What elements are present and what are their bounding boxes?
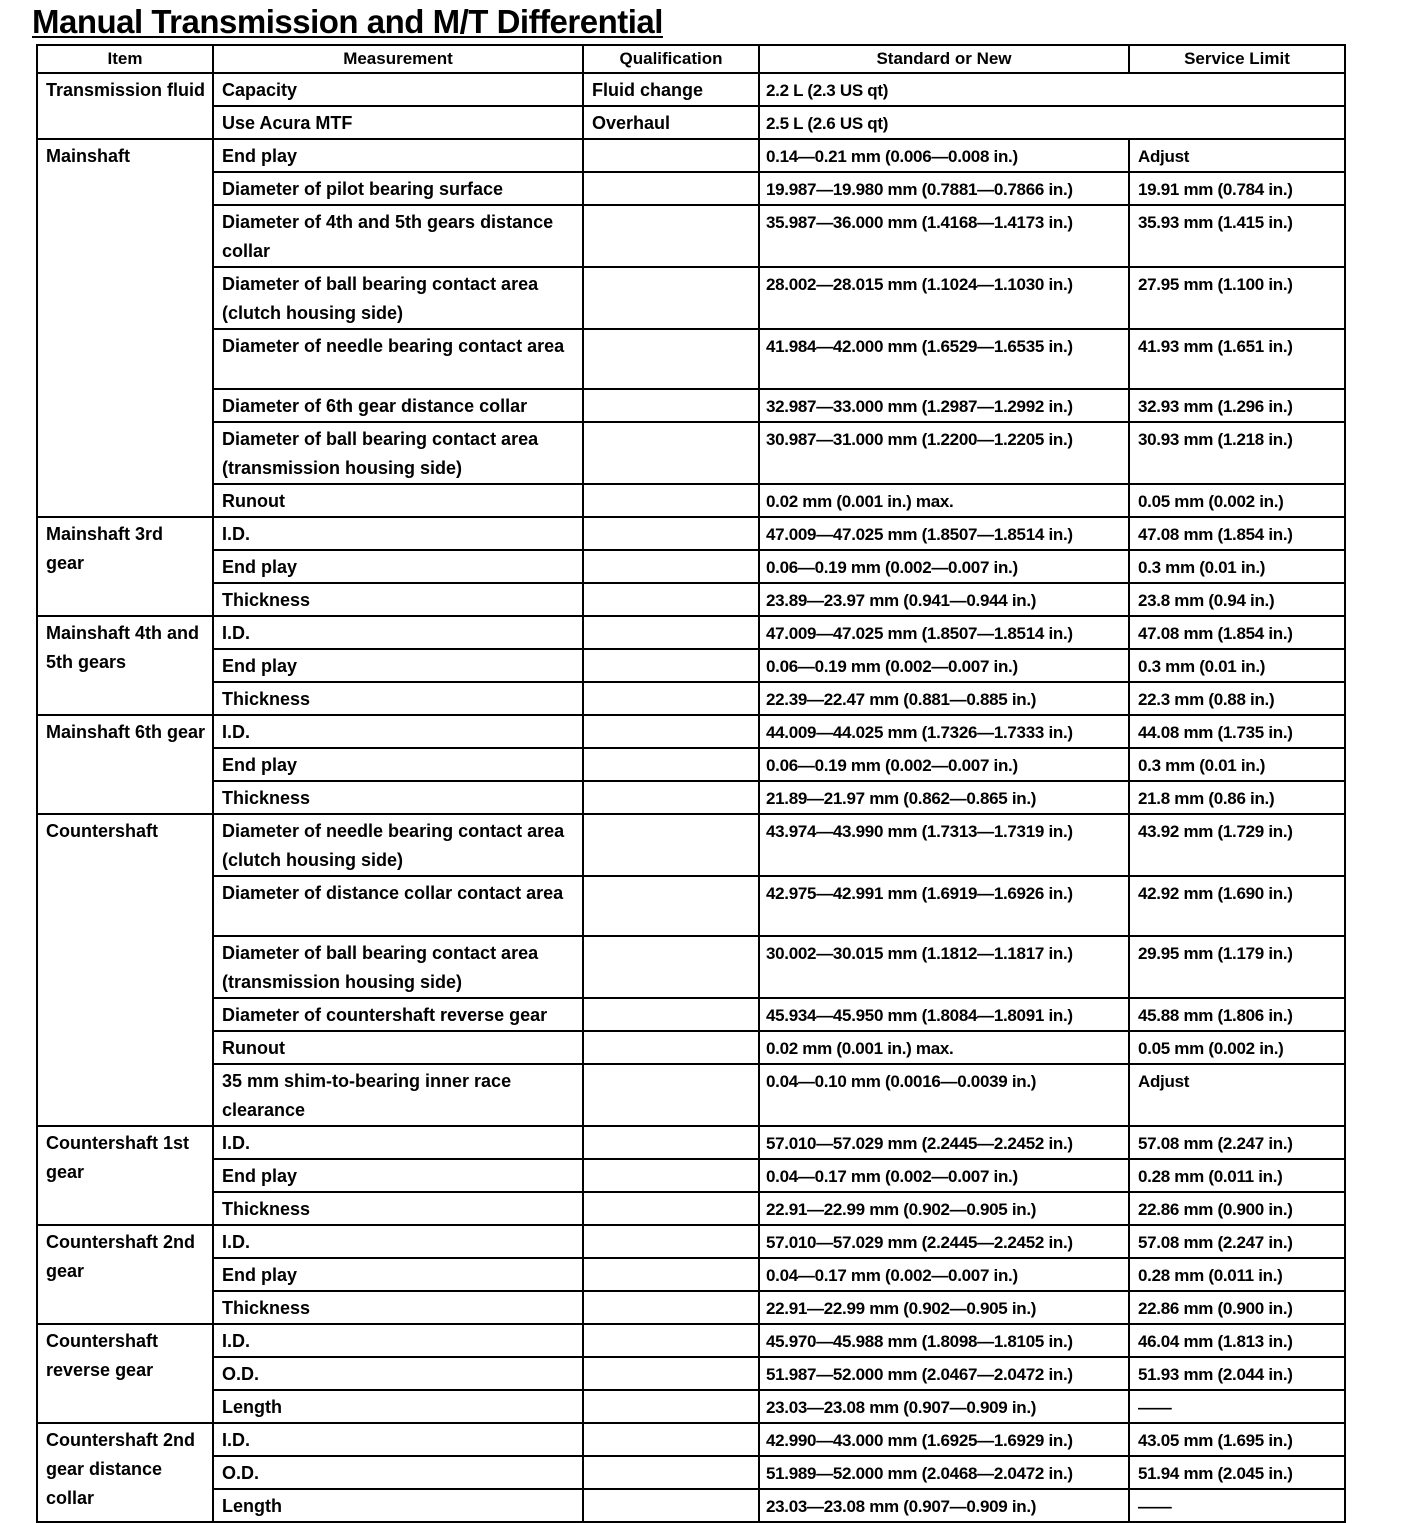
measurement-cell: Thickness	[213, 1291, 583, 1324]
service-limit-cell: 57.08 mm (2.247 in.)	[1129, 1225, 1345, 1258]
header-item: Item	[37, 45, 213, 73]
measurement-cell: Diameter of pilot bearing surface	[213, 172, 583, 205]
service-limit-cell: 32.93 mm (1.296 in.)	[1129, 389, 1345, 422]
standard-cell: 0.02 mm (0.001 in.) max.	[759, 484, 1129, 517]
table-row	[37, 1031, 1345, 1064]
standard-cell: 47.009—47.025 mm (1.8507—1.8514 in.)	[759, 616, 1129, 649]
qualification-cell	[583, 1324, 759, 1357]
measurement-cell: End play	[213, 748, 583, 781]
table-row	[37, 205, 1345, 267]
item-cell: Transmission fluid	[37, 73, 213, 139]
standard-cell: 35.987—36.000 mm (1.4168—1.4173 in.)	[759, 205, 1129, 267]
header-row	[37, 45, 1345, 73]
qualification-cell	[583, 1258, 759, 1291]
qualification-cell	[583, 1064, 759, 1126]
standard-cell: 30.987—31.000 mm (1.2200—1.2205 in.)	[759, 422, 1129, 484]
qualification-cell	[583, 1456, 759, 1489]
table-row	[37, 517, 1345, 550]
measurement-cell: Diameter of countershaft reverse gear	[213, 998, 583, 1031]
standard-cell: 44.009—44.025 mm (1.7326—1.7333 in.)	[759, 715, 1129, 748]
service-limit-cell: 0.3 mm (0.01 in.)	[1129, 748, 1345, 781]
standard-cell: 0.04—0.17 mm (0.002—0.007 in.)	[759, 1258, 1129, 1291]
measurement-cell: Diameter of distance collar contact area	[213, 876, 583, 936]
standard-cell: 22.91—22.99 mm (0.902—0.905 in.)	[759, 1291, 1129, 1324]
measurement-cell: Diameter of 4th and 5th gears distance collar	[213, 205, 583, 267]
table-row	[37, 422, 1345, 484]
item-cell: Countershaft	[37, 814, 213, 1126]
table-row	[37, 550, 1345, 583]
table-row	[37, 389, 1345, 422]
qualification-cell	[583, 1031, 759, 1064]
standard-cell: 30.002—30.015 mm (1.1812—1.1817 in.)	[759, 936, 1129, 998]
qualification-cell	[583, 139, 759, 172]
qualification-cell: Overhaul	[583, 106, 759, 139]
service-limit-cell: 0.28 mm (0.011 in.)	[1129, 1159, 1345, 1192]
measurement-cell: O.D.	[213, 1456, 583, 1489]
table-row	[37, 139, 1345, 172]
measurement-cell: I.D.	[213, 1423, 583, 1456]
table-row	[37, 1390, 1345, 1423]
service-limit-cell: 23.8 mm (0.94 in.)	[1129, 583, 1345, 616]
table-row	[37, 1324, 1345, 1357]
measurement-cell: O.D.	[213, 1357, 583, 1390]
standard-cell: 57.010—57.029 mm (2.2445—2.2452 in.)	[759, 1225, 1129, 1258]
qualification-cell	[583, 1159, 759, 1192]
measurement-cell: Thickness	[213, 1192, 583, 1225]
measurement-cell: Thickness	[213, 583, 583, 616]
qualification-cell	[583, 484, 759, 517]
measurement-cell: Length	[213, 1489, 583, 1522]
table-row	[37, 781, 1345, 814]
standard-cell: 41.984—42.000 mm (1.6529—1.6535 in.)	[759, 329, 1129, 389]
qualification-cell	[583, 998, 759, 1031]
qualification-cell	[583, 389, 759, 422]
service-limit-cell: 0.05 mm (0.002 in.)	[1129, 1031, 1345, 1064]
standard-cell: 0.04—0.17 mm (0.002—0.007 in.)	[759, 1159, 1129, 1192]
measurement-cell: Diameter of ball bearing contact area (transmission housing side)	[213, 936, 583, 998]
qualification-cell	[583, 267, 759, 329]
service-limit-cell: ——	[1129, 1390, 1345, 1423]
standard-cell: 57.010—57.029 mm (2.2445—2.2452 in.)	[759, 1126, 1129, 1159]
measurement-cell: I.D.	[213, 616, 583, 649]
standard-cell: 28.002—28.015 mm (1.1024—1.1030 in.)	[759, 267, 1129, 329]
table-row	[37, 748, 1345, 781]
table-row	[37, 1291, 1345, 1324]
qualification-cell	[583, 583, 759, 616]
qualification-cell	[583, 550, 759, 583]
service-limit-cell: 0.3 mm (0.01 in.)	[1129, 550, 1345, 583]
service-limit-cell: 35.93 mm (1.415 in.)	[1129, 205, 1345, 267]
service-limit-cell: Adjust	[1129, 139, 1345, 172]
measurement-cell: End play	[213, 550, 583, 583]
qualification-cell	[583, 936, 759, 998]
item-cell: Mainshaft 6th gear	[37, 715, 213, 814]
qualification-cell	[583, 1225, 759, 1258]
standard-cell: 45.970—45.988 mm (1.8098—1.8105 in.)	[759, 1324, 1129, 1357]
measurement-cell: Use Acura MTF	[213, 106, 583, 139]
measurement-cell: Runout	[213, 484, 583, 517]
item-cell: Countershaft reverse gear	[37, 1324, 213, 1423]
table-row	[37, 616, 1345, 649]
table-row	[37, 1126, 1345, 1159]
standard-cell: 42.975—42.991 mm (1.6919—1.6926 in.)	[759, 876, 1129, 936]
standard-cell: 51.987—52.000 mm (2.0467—2.0472 in.)	[759, 1357, 1129, 1390]
table-row	[37, 484, 1345, 517]
measurement-cell: End play	[213, 649, 583, 682]
table-row	[37, 1489, 1345, 1522]
page-title: Manual Transmission and M/T Differential	[32, 3, 663, 40]
qualification-cell	[583, 329, 759, 389]
qualification-cell	[583, 172, 759, 205]
standard-cell: 21.89—21.97 mm (0.862—0.865 in.)	[759, 781, 1129, 814]
service-limit-cell: ——	[1129, 1489, 1345, 1522]
service-limit-cell: 43.05 mm (1.695 in.)	[1129, 1423, 1345, 1456]
measurement-cell: Diameter of needle bearing contact area	[213, 329, 583, 389]
service-limit-cell: Adjust	[1129, 1064, 1345, 1126]
measurement-cell: I.D.	[213, 1126, 583, 1159]
standard-cell: 0.02 mm (0.001 in.) max.	[759, 1031, 1129, 1064]
qualification-cell	[583, 1390, 759, 1423]
standard-cell: 51.989—52.000 mm (2.0468—2.0472 in.)	[759, 1456, 1129, 1489]
measurement-cell: I.D.	[213, 1225, 583, 1258]
table-row	[37, 1225, 1345, 1258]
header-service-limit: Service Limit	[1129, 45, 1345, 73]
table-row	[37, 1258, 1345, 1291]
item-cell: Countershaft 2nd gear	[37, 1225, 213, 1324]
spec-table	[36, 44, 1346, 1523]
qualification-cell	[583, 1357, 759, 1390]
service-limit-cell: 27.95 mm (1.100 in.)	[1129, 267, 1345, 329]
service-limit-cell: 22.86 mm (0.900 in.)	[1129, 1192, 1345, 1225]
item-cell: Countershaft 2nd gear distance collar	[37, 1423, 213, 1522]
measurement-cell: End play	[213, 139, 583, 172]
service-limit-cell: 57.08 mm (2.247 in.)	[1129, 1126, 1345, 1159]
standard-cell: 23.03—23.08 mm (0.907—0.909 in.)	[759, 1489, 1129, 1522]
qualification-cell	[583, 1126, 759, 1159]
service-limit-cell: 41.93 mm (1.651 in.)	[1129, 329, 1345, 389]
standard-cell: 23.03—23.08 mm (0.907—0.909 in.)	[759, 1390, 1129, 1423]
item-cell: Mainshaft 3rd gear	[37, 517, 213, 616]
table-row	[37, 267, 1345, 329]
table-row	[37, 715, 1345, 748]
standard-cell: 43.974—43.990 mm (1.7313—1.7319 in.)	[759, 814, 1129, 876]
standard-cell: 22.39—22.47 mm (0.881—0.885 in.)	[759, 682, 1129, 715]
qualification-cell	[583, 422, 759, 484]
measurement-cell: I.D.	[213, 517, 583, 550]
service-limit-cell: 30.93 mm (1.218 in.)	[1129, 422, 1345, 484]
table-row	[37, 998, 1345, 1031]
service-limit-cell: 47.08 mm (1.854 in.)	[1129, 616, 1345, 649]
table-row	[37, 1064, 1345, 1126]
service-limit-cell: 29.95 mm (1.179 in.)	[1129, 936, 1345, 998]
qualification-cell	[583, 649, 759, 682]
item-cell: Mainshaft	[37, 139, 213, 517]
measurement-cell: End play	[213, 1159, 583, 1192]
service-limit-cell: 45.88 mm (1.806 in.)	[1129, 998, 1345, 1031]
standard-cell: 0.06—0.19 mm (0.002—0.007 in.)	[759, 550, 1129, 583]
table-row	[37, 583, 1345, 616]
measurement-cell: Thickness	[213, 781, 583, 814]
qualification-cell	[583, 781, 759, 814]
table-row	[37, 936, 1345, 998]
service-limit-cell: 47.08 mm (1.854 in.)	[1129, 517, 1345, 550]
header-standard: Standard or New	[759, 45, 1129, 73]
table-row	[37, 682, 1345, 715]
table-row	[37, 814, 1345, 876]
service-limit-cell: 44.08 mm (1.735 in.)	[1129, 715, 1345, 748]
service-limit-cell: 42.92 mm (1.690 in.)	[1129, 876, 1345, 936]
measurement-cell: Diameter of ball bearing contact area (clutch housing side)	[213, 267, 583, 329]
item-cell: Mainshaft 4th and 5th gears	[37, 616, 213, 715]
qualification-cell	[583, 205, 759, 267]
measurement-cell: Capacity	[213, 73, 583, 106]
measurement-cell: Length	[213, 1390, 583, 1423]
table-row	[37, 1159, 1345, 1192]
standard-cell: 0.06—0.19 mm (0.002—0.007 in.)	[759, 649, 1129, 682]
qualification-cell	[583, 517, 759, 550]
standard-cell: 0.06—0.19 mm (0.002—0.007 in.)	[759, 748, 1129, 781]
measurement-cell: End play	[213, 1258, 583, 1291]
standard-cell: 2.5 L (2.6 US qt)	[759, 106, 1345, 139]
standard-cell: 22.91—22.99 mm (0.902—0.905 in.)	[759, 1192, 1129, 1225]
qualification-cell: Fluid change	[583, 73, 759, 106]
header-measurement: Measurement	[213, 45, 583, 73]
standard-cell: 42.990—43.000 mm (1.6925—1.6929 in.)	[759, 1423, 1129, 1456]
qualification-cell	[583, 1489, 759, 1522]
standard-cell: 2.2 L (2.3 US qt)	[759, 73, 1345, 106]
table-row	[37, 1357, 1345, 1390]
table-row	[37, 649, 1345, 682]
qualification-cell	[583, 814, 759, 876]
standard-cell: 47.009—47.025 mm (1.8507—1.8514 in.)	[759, 517, 1129, 550]
measurement-cell: Diameter of needle bearing contact area (clutch housing side)	[213, 814, 583, 876]
standard-cell: 32.987—33.000 mm (1.2987—1.2992 in.)	[759, 389, 1129, 422]
standard-cell: 0.14—0.21 mm (0.006—0.008 in.)	[759, 139, 1129, 172]
qualification-cell	[583, 682, 759, 715]
service-limit-cell: 43.92 mm (1.729 in.)	[1129, 814, 1345, 876]
measurement-cell: Diameter of 6th gear distance collar	[213, 389, 583, 422]
qualification-cell	[583, 1192, 759, 1225]
service-limit-cell: 46.04 mm (1.813 in.)	[1129, 1324, 1345, 1357]
table-row	[37, 73, 1345, 106]
qualification-cell	[583, 715, 759, 748]
table-row	[37, 1456, 1345, 1489]
measurement-cell: I.D.	[213, 1324, 583, 1357]
service-limit-cell: 22.3 mm (0.88 in.)	[1129, 682, 1345, 715]
measurement-cell: Runout	[213, 1031, 583, 1064]
standard-cell: 23.89—23.97 mm (0.941—0.944 in.)	[759, 583, 1129, 616]
qualification-cell	[583, 1291, 759, 1324]
table-row	[37, 876, 1345, 936]
service-limit-cell: 21.8 mm (0.86 in.)	[1129, 781, 1345, 814]
measurement-cell: Thickness	[213, 682, 583, 715]
header-qualification: Qualification	[583, 45, 759, 73]
table-row	[37, 1192, 1345, 1225]
qualification-cell	[583, 616, 759, 649]
qualification-cell	[583, 748, 759, 781]
measurement-cell: I.D.	[213, 715, 583, 748]
table-row	[37, 329, 1345, 389]
measurement-cell: 35 mm shim-to-bearing inner race clearance	[213, 1064, 583, 1126]
service-limit-cell: 51.93 mm (2.044 in.)	[1129, 1357, 1345, 1390]
service-limit-cell: 0.05 mm (0.002 in.)	[1129, 484, 1345, 517]
table-row	[37, 172, 1345, 205]
qualification-cell	[583, 876, 759, 936]
standard-cell: 19.987—19.980 mm (0.7881—0.7866 in.)	[759, 172, 1129, 205]
service-limit-cell: 22.86 mm (0.900 in.)	[1129, 1291, 1345, 1324]
service-limit-cell: 19.91 mm (0.784 in.)	[1129, 172, 1345, 205]
table-row	[37, 106, 1345, 139]
service-limit-cell: 51.94 mm (2.045 in.)	[1129, 1456, 1345, 1489]
standard-cell: 0.04—0.10 mm (0.0016—0.0039 in.)	[759, 1064, 1129, 1126]
measurement-cell: Diameter of ball bearing contact area (transmission housing side)	[213, 422, 583, 484]
standard-cell: 45.934—45.950 mm (1.8084—1.8091 in.)	[759, 998, 1129, 1031]
item-cell: Countershaft 1st gear	[37, 1126, 213, 1225]
service-limit-cell: 0.3 mm (0.01 in.)	[1129, 649, 1345, 682]
service-limit-cell: 0.28 mm (0.011 in.)	[1129, 1258, 1345, 1291]
